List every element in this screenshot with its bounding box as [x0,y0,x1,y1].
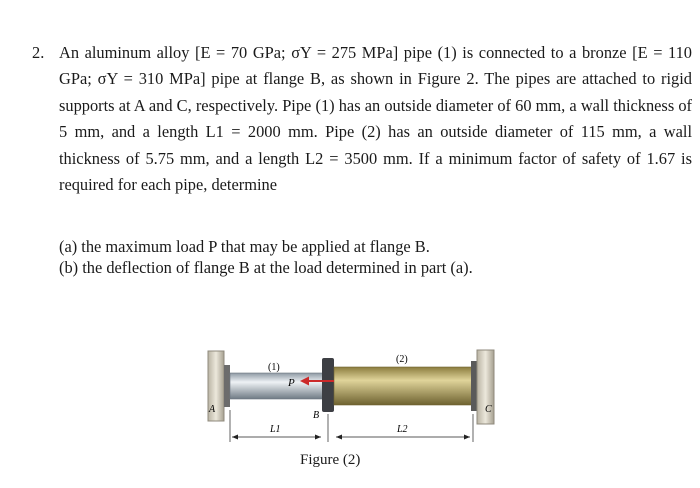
label-support-a: A [209,404,216,415]
figure-caption: Figure (2) [300,452,361,468]
label-load: P [288,377,295,389]
dim-arrow-2b [464,435,470,440]
dim-arrow-1b [315,435,321,440]
label-support-c: C [485,404,492,415]
label-flange-b: B [313,410,320,421]
part-b: (b) the deflection of flange B at the load determined in part (a). [59,258,473,277]
part-a: (a) the maximum load P that may be applied at flange B. [59,237,430,256]
end-plate-c [471,361,477,411]
label-pipe-1: (1) [268,362,280,373]
problem-parts [59,236,473,278]
pipe-2 [334,367,472,405]
label-length-2: L2 [397,424,408,435]
problem-number: 2. [32,43,45,62]
dim-arrow-1a [232,435,238,440]
label-length-1: L1 [270,424,281,435]
problem-text: An aluminum alloy [E = 70 GPa; σY = 275 MPa] pipe (1) is connected to a bronze [E = 110 GPa; σY = 310 MPa] pipe at flange B, as shown in Figure 2. The pipes are attached to rigid supports at A and C, respectively. Pipe (1) has an outside diameter of 60 mm, a wall thickness of 5 mm, and a length L1 = 2000 mm. Pipe (2) has an outside diameter of 115 mm, a wall thickness of 5.75 mm, and a length L2 = 3500 mm. If a minimum factor of safety of 1.67 is required for each pipe, determine [59,43,692,195]
problem-statement [32,40,692,198]
flange-b [322,358,334,412]
end-plate-a [224,365,230,407]
label-pipe-2: (2) [396,354,408,365]
pipe-1 [230,373,323,399]
dim-arrow-2a [336,435,342,440]
